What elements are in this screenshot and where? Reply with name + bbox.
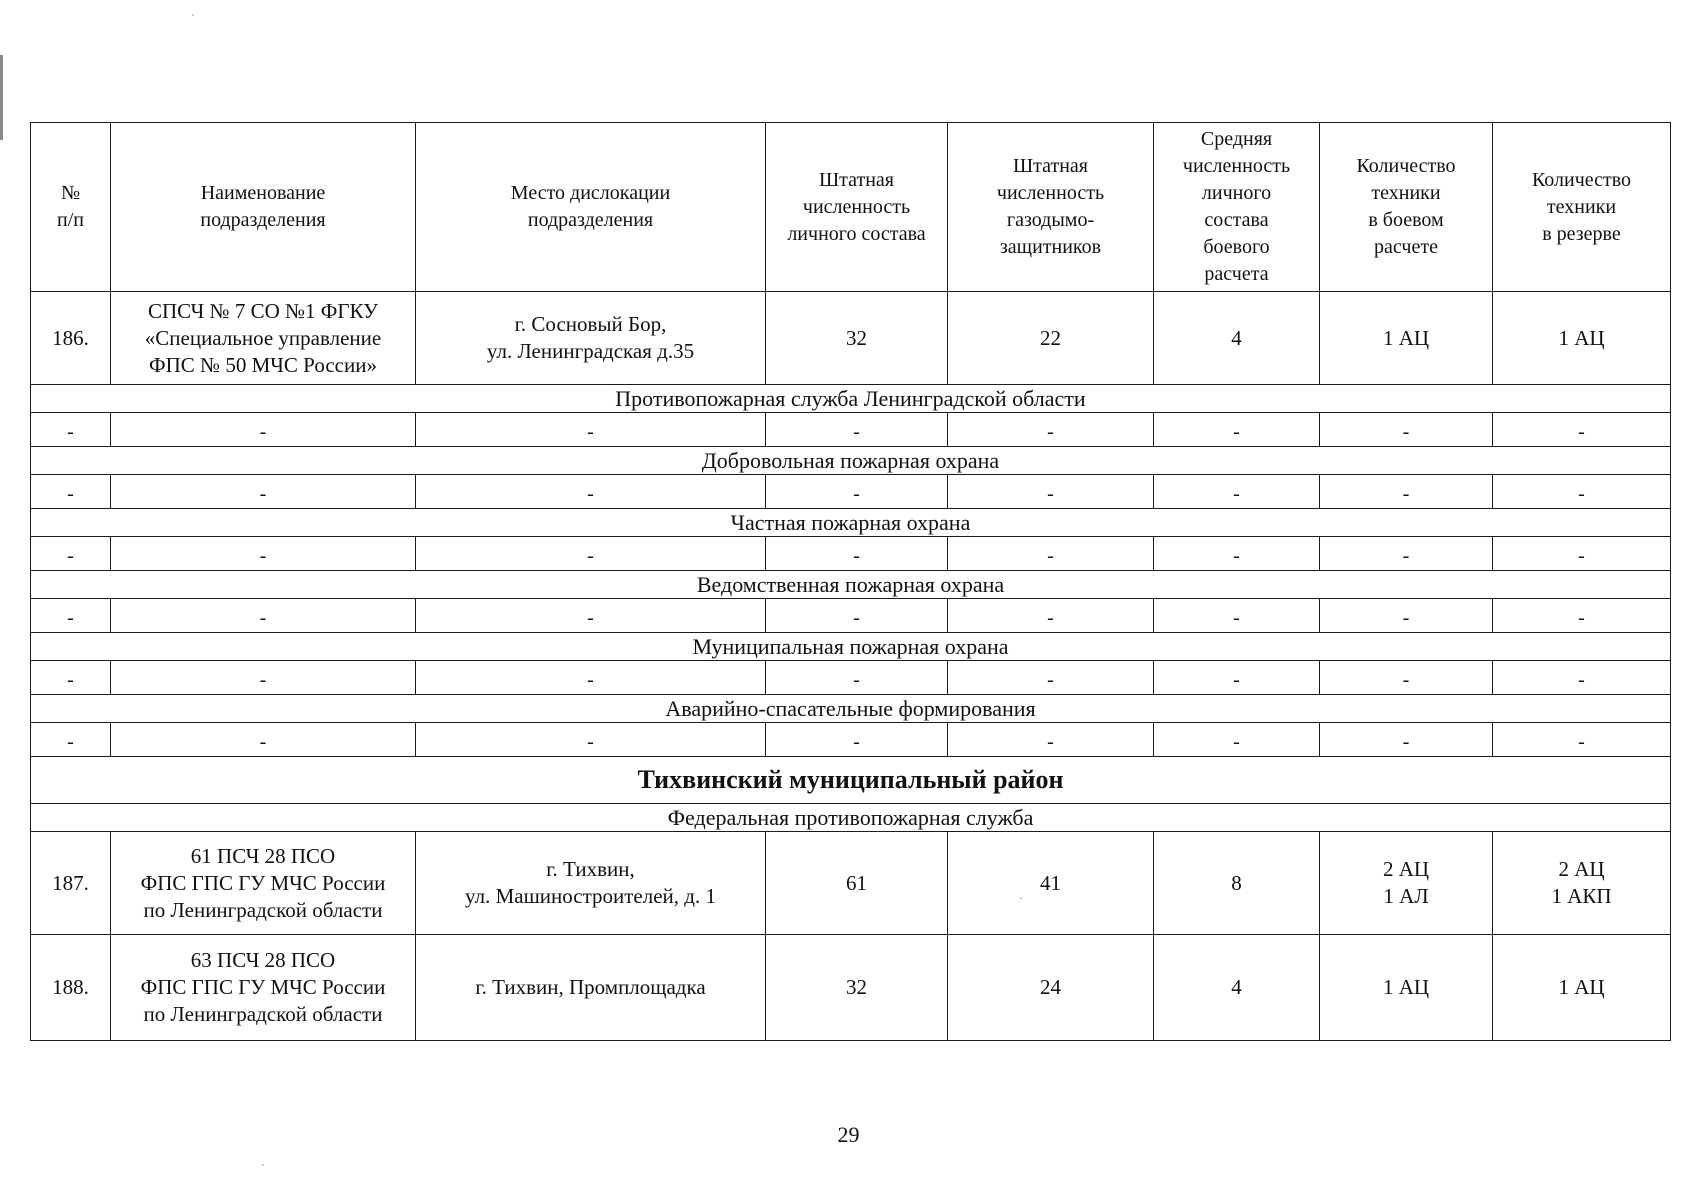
dash-cell: - [1320,537,1493,571]
cell-tech-reserve: 2 АЦ 1 АКП [1493,832,1671,935]
dash-cell: - [1493,661,1671,695]
cell-staff: 32 [766,935,948,1041]
brigades-table-container [30,122,1670,1041]
dash-cell: - [1154,723,1320,757]
dash-cell: - [31,661,111,695]
section-title: Муниципальная пожарная охрана [31,633,1671,661]
table-row-187 [31,832,1671,935]
dash-cell: - [416,475,766,509]
dash-cell: - [1493,723,1671,757]
cell-tech-combat: 1 АЦ [1320,292,1493,385]
section-title: Добровольная пожарная охрана [31,447,1671,475]
dash-cell: - [1154,599,1320,633]
cell-gas-smoke-staff: 41 [948,832,1154,935]
dash-cell: - [1493,475,1671,509]
dash-cell: - [416,661,766,695]
district-title: Тихвинский муниципальный район [31,757,1671,804]
scan-edge-mark [0,55,3,140]
cell-staff: 61 [766,832,948,935]
header-tech-reserve: Количество техники в резерве [1493,123,1671,292]
dash-cell: - [31,599,111,633]
cell-gas-smoke-staff: 24 [948,935,1154,1041]
dash-cell: - [416,413,766,447]
cell-gas-smoke-staff: 22 [948,292,1154,385]
dash-cell: - [948,537,1154,571]
scan-speck [262,1164,264,1166]
cell-avg-combat-crew: 4 [1154,292,1320,385]
cell-tech-combat: 1 АЦ [1320,935,1493,1041]
dash-cell: - [31,413,111,447]
section-row-volunteer [31,447,1671,475]
section-row-rescue [31,695,1671,723]
dash-cell: - [766,599,948,633]
dash-cell: - [111,413,416,447]
district-row [31,757,1671,804]
table-row-empty [31,475,1671,509]
dash-cell: - [1493,599,1671,633]
scan-speck [192,14,194,16]
dash-cell: - [416,723,766,757]
dash-cell: - [766,723,948,757]
cell-number: 186. [31,292,111,385]
cell-unit-name: СПСЧ № 7 СО №1 ФГКУ «Специальное управление ФПС № 50 МЧС России» [111,292,416,385]
table-row-empty [31,537,1671,571]
page-number: 29 [837,1122,860,1147]
dash-cell: - [948,475,1154,509]
dash-cell: - [31,723,111,757]
dash-cell: - [1154,413,1320,447]
dash-cell: - [1320,413,1493,447]
brigades-table [30,122,1671,1041]
header-number: № п/п [31,123,111,292]
header-staff: Штатная численность личного состава [766,123,948,292]
section-title: Частная пожарная охрана [31,509,1671,537]
dash-cell: - [1493,413,1671,447]
dash-cell: - [948,723,1154,757]
cell-avg-combat-crew: 8 [1154,832,1320,935]
cell-avg-combat-crew: 4 [1154,935,1320,1041]
dash-cell: - [111,661,416,695]
section-title: Федеральная противопожарная служба [31,804,1671,832]
header-avg-combat-crew: Средняя численность личного состава боевого расчета [1154,123,1320,292]
dash-cell: - [31,537,111,571]
dash-cell: - [1493,537,1671,571]
section-row-regional-fire-service [31,385,1671,413]
dash-cell: - [948,599,1154,633]
dash-cell: - [31,475,111,509]
section-row-federal [31,804,1671,832]
dash-cell: - [766,413,948,447]
table-row-empty [31,723,1671,757]
header-location: Место дислокации подразделения [416,123,766,292]
dash-cell: - [416,537,766,571]
dash-cell: - [111,475,416,509]
dash-cell: - [1154,661,1320,695]
dash-cell: - [1320,599,1493,633]
cell-tech-reserve: 1 АЦ [1493,935,1671,1041]
cell-location: г. Тихвин, ул. Машиностроителей, д. 1 [416,832,766,935]
table-row-186 [31,292,1671,385]
dash-cell: - [111,537,416,571]
dash-cell: - [111,599,416,633]
section-title: Аварийно-спасательные формирования [31,695,1671,723]
cell-tech-combat: 2 АЦ 1 АЛ [1320,832,1493,935]
header-row [31,123,1671,292]
table-row-empty [31,413,1671,447]
section-row-municipal [31,633,1671,661]
header-gas-smoke-staff: Штатная численность газодымо- защитников [948,123,1154,292]
dash-cell: - [766,661,948,695]
cell-tech-reserve: 1 АЦ [1493,292,1671,385]
dash-cell: - [766,475,948,509]
table-row-empty [31,599,1671,633]
cell-location: г. Тихвин, Промплощадка [416,935,766,1041]
section-title: Ведомственная пожарная охрана [31,571,1671,599]
table-row-empty [31,661,1671,695]
header-unit-name: Наименование подразделения [111,123,416,292]
header-tech-combat: Количество техники в боевом расчете [1320,123,1493,292]
dash-cell: - [766,537,948,571]
cell-unit-name: 63 ПСЧ 28 ПСО ФПС ГПС ГУ МЧС России по Ленинградской области [111,935,416,1041]
cell-number: 188. [31,935,111,1041]
table-row-188 [31,935,1671,1041]
section-row-private [31,509,1671,537]
dash-cell: - [1154,475,1320,509]
cell-location: г. Сосновый Бор, ул. Ленинградская д.35 [416,292,766,385]
dash-cell: - [111,723,416,757]
cell-unit-name: 61 ПСЧ 28 ПСО ФПС ГПС ГУ МЧС России по Ленинградской области [111,832,416,935]
dash-cell: - [1320,661,1493,695]
dash-cell: - [416,599,766,633]
cell-staff: 32 [766,292,948,385]
section-title: Противопожарная служба Ленинградской области [31,385,1671,413]
cell-number: 187. [31,832,111,935]
dash-cell: - [948,661,1154,695]
dash-cell: - [1154,537,1320,571]
section-row-departmental [31,571,1671,599]
dash-cell: - [1320,723,1493,757]
dash-cell: - [948,413,1154,447]
dash-cell: - [1320,475,1493,509]
